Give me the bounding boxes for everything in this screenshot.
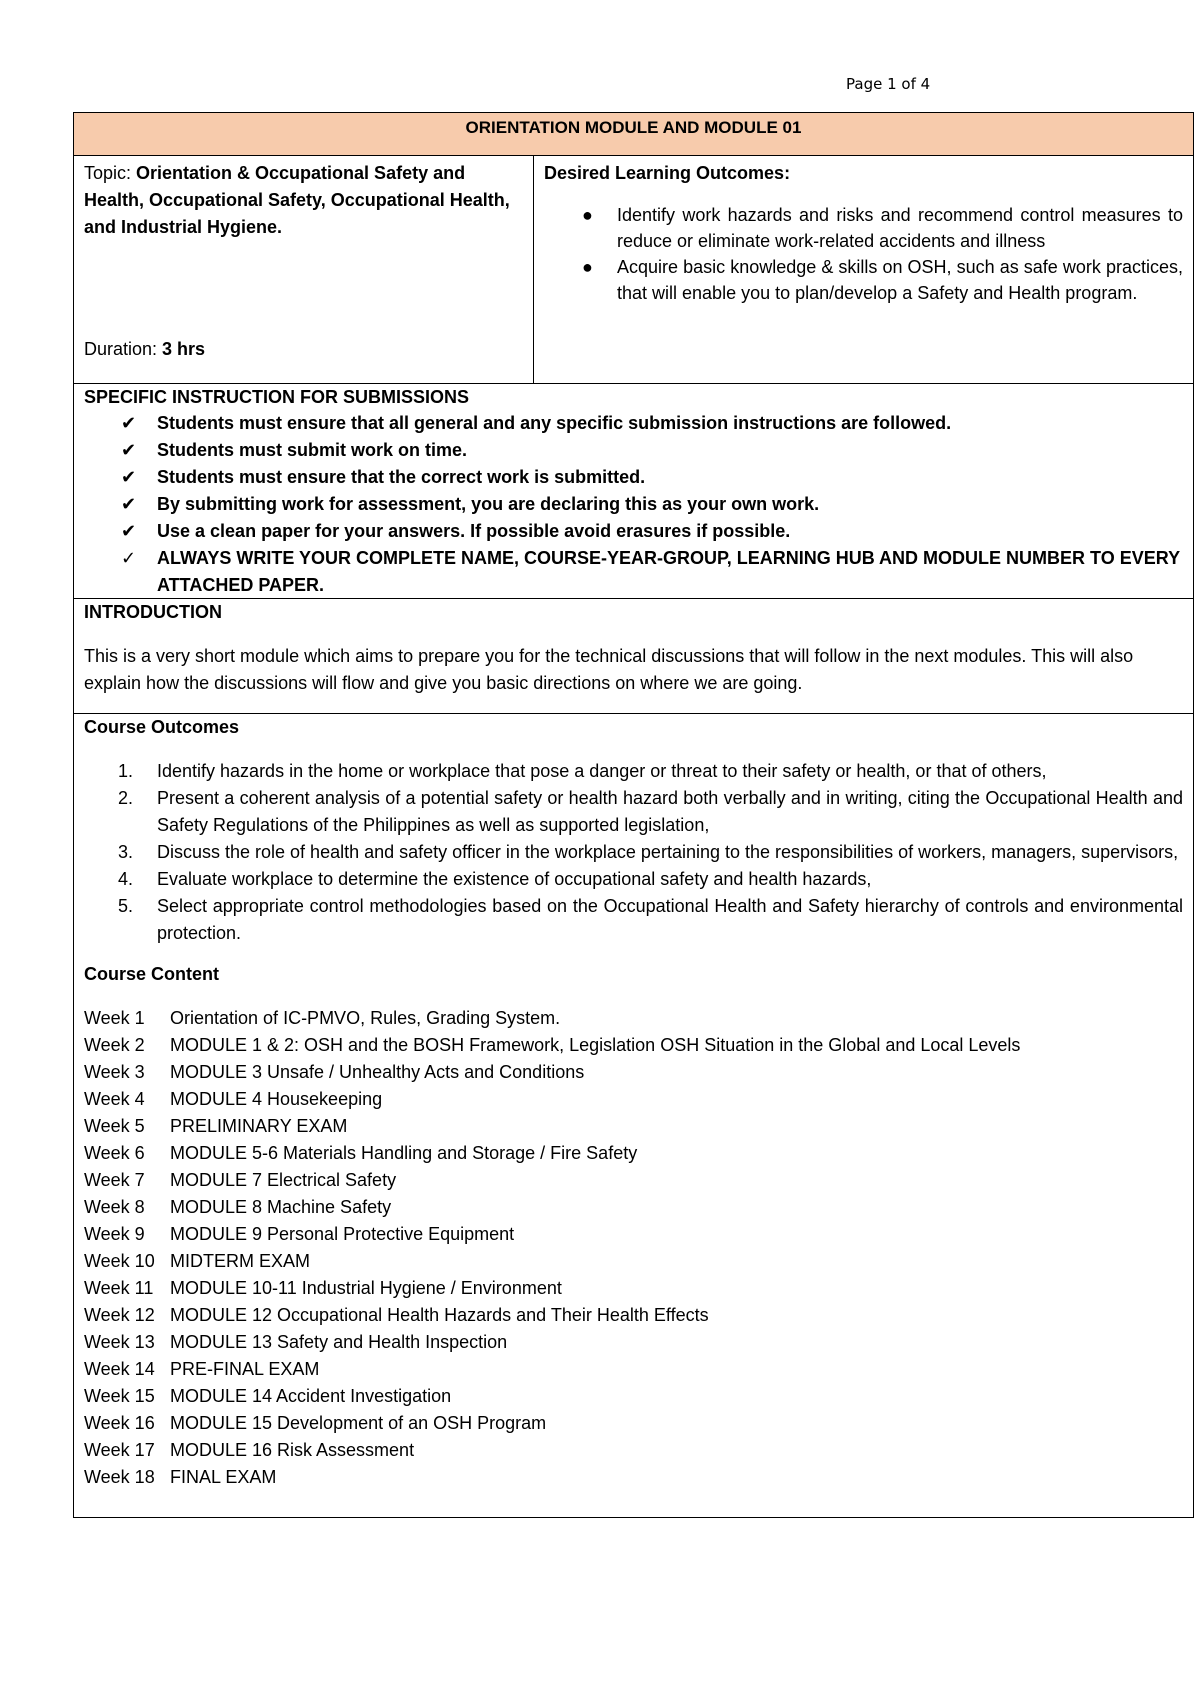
page-number: Page 1 of 4 [846, 75, 931, 93]
checkmark-icon: ✔ [121, 467, 137, 487]
topic-outcomes-row [74, 156, 1193, 384]
week-row [84, 1410, 1183, 1437]
week-row [84, 1356, 1183, 1383]
week-label: Week 7 [84, 1170, 145, 1190]
list-item [544, 202, 1183, 254]
week-label: Week 11 [84, 1278, 154, 1298]
week-topic: MODULE 3 Unsafe / Unhealthy Acts and Conditions [170, 1062, 585, 1082]
outcome-text: Acquire basic knowledge & skills on OSH, such as safe work practices, that will enable you to plan/develop a Safety and Health program. [617, 257, 1183, 303]
week-row [84, 1086, 1183, 1113]
module-document [73, 112, 1194, 1518]
week-topic: MODULE 10-11 Industrial Hygiene / Environment [170, 1278, 562, 1298]
topic-text: Orientation & Occupational Safety and Health, Occupational Safety, Occupational Health, and Industrial Hygiene. [84, 163, 510, 237]
outcome-text: Discuss the role of health and safety officer in the workplace pertaining to the responsibilities of workers, managers, supervisors, [157, 842, 1179, 862]
outcome-text: Present a coherent analysis of a potential safety or health hazard both verbally and in writing, citing the Occupational Health and Safety Regulations of the Philippines as well as supported legislation, [157, 788, 1183, 835]
week-row [84, 1437, 1183, 1464]
week-topic: MODULE 5-6 Materials Handling and Storage / Fire Safety [170, 1143, 638, 1163]
week-topic: MODULE 8 Machine Safety [170, 1197, 392, 1217]
week-label: Week 2 [84, 1035, 145, 1055]
week-label: Week 4 [84, 1089, 145, 1109]
week-row [84, 1005, 1183, 1032]
outcome-text: Select appropriate control methodologies based on the Occupational Health and Safety hierarchy of controls and environmental protection. [157, 896, 1183, 943]
week-topic: Orientation of IC-PMVO, Rules, Grading System. [170, 1008, 561, 1028]
week-label: Week 12 [84, 1305, 155, 1325]
list-item [84, 839, 1183, 866]
week-row [84, 1248, 1183, 1275]
checkmark-icon: ✔ [121, 521, 137, 541]
week-label: Week 8 [84, 1197, 145, 1217]
week-label: Week 17 [84, 1440, 155, 1460]
topic-cell [74, 156, 534, 383]
list-item [84, 437, 1183, 464]
week-label: Week 5 [84, 1116, 145, 1136]
list-item [84, 866, 1183, 893]
week-topic: MODULE 14 Accident Investigation [170, 1386, 452, 1406]
week-topic: PRELIMINARY EXAM [170, 1116, 348, 1136]
introduction-section [74, 599, 1193, 714]
week-row [84, 1302, 1183, 1329]
week-label: Week 18 [84, 1467, 155, 1487]
duration-value: 3 hrs [162, 339, 206, 359]
week-topic: MODULE 7 Electrical Safety [170, 1170, 397, 1190]
week-topic: MODULE 4 Housekeeping [170, 1089, 383, 1109]
course-content-list [84, 1005, 1183, 1491]
week-topic: MIDTERM EXAM [170, 1251, 311, 1271]
desired-outcomes-list [544, 202, 1183, 306]
list-item [84, 410, 1183, 437]
week-topic: MODULE 15 Development of an OSH Program [170, 1413, 547, 1433]
week-label: Week 9 [84, 1224, 145, 1244]
course-content-title: Course Content [84, 964, 219, 984]
instruction-text: Use a clean paper for your answers. If possible avoid erasures if possible. [157, 521, 791, 541]
checkmark-icon: ✔ [121, 413, 137, 433]
introduction-title: INTRODUCTION [84, 602, 222, 622]
week-row [84, 1464, 1183, 1491]
week-row [84, 1329, 1183, 1356]
list-item [84, 785, 1183, 839]
week-label: Week 6 [84, 1143, 145, 1163]
list-item [84, 464, 1183, 491]
week-row [84, 1167, 1183, 1194]
week-topic: MODULE 9 Personal Protective Equipment [170, 1224, 515, 1244]
duration [84, 336, 205, 363]
instructions-list [84, 410, 1183, 599]
item-number: 4. [118, 869, 134, 889]
checkmark-icon: ✓ [121, 548, 137, 568]
desired-outcomes-cell [534, 156, 1193, 383]
week-topic: MODULE 1 & 2: OSH and the BOSH Framework, Legislation OSH Situation in the Global and Local Levels [170, 1035, 1021, 1055]
week-label: Week 16 [84, 1413, 155, 1433]
instruction-text: ALWAYS WRITE YOUR COMPLETE NAME, COURSE-YEAR-GROUP, LEARNING HUB AND MODULE NUMBER TO EVERY ATTACHED PAPER. [157, 548, 1180, 595]
list-item [84, 518, 1183, 545]
week-topic: MODULE 13 Safety and Health Inspection [170, 1332, 508, 1352]
duration-label: Duration: [84, 339, 163, 359]
item-number: 3. [118, 842, 134, 862]
week-topic: MODULE 16 Risk Assessment [170, 1440, 415, 1460]
instruction-text: Students must ensure that the correct work is submitted. [157, 467, 646, 487]
week-row [84, 1194, 1183, 1221]
week-row [84, 1032, 1183, 1059]
week-label: Week 10 [84, 1251, 155, 1271]
instruction-text: Students must submit work on time. [157, 440, 468, 460]
checkmark-icon: ✔ [121, 494, 137, 514]
week-row [84, 1383, 1183, 1410]
week-label: Week 13 [84, 1332, 155, 1352]
week-row [84, 1113, 1183, 1140]
week-row [84, 1140, 1183, 1167]
course-section [74, 714, 1193, 1517]
topic-label: Topic: [84, 163, 137, 183]
week-topic: FINAL EXAM [170, 1467, 277, 1487]
list-item [84, 893, 1183, 947]
outcome-text: Identify hazards in the home or workplace that pose a danger or threat to their safety or health, or that of others, [157, 761, 1047, 781]
course-outcomes-list [84, 758, 1183, 947]
week-row [84, 1059, 1183, 1086]
list-item [84, 758, 1183, 785]
outcome-text: Evaluate workplace to determine the existence of occupational safety and health hazards, [157, 869, 872, 889]
item-number: 2. [118, 788, 134, 808]
instruction-text: By submitting work for assessment, you are declaring this as your own work. [157, 494, 820, 514]
instructions-section [74, 384, 1193, 599]
week-row [84, 1221, 1183, 1248]
week-label: Week 15 [84, 1386, 155, 1406]
bullet-icon: ● [582, 257, 593, 277]
introduction-text: This is a very short module which aims to prepare you for the technical discussions that will follow in the next modules. This will also explain how the discussions will flow and give you basic directions on where we are going. [84, 646, 1134, 693]
week-topic: MODULE 12 Occupational Health Hazards and Their Health Effects [170, 1305, 709, 1325]
week-label: Week 3 [84, 1062, 145, 1082]
instructions-title: SPECIFIC INSTRUCTION FOR SUBMISSIONS [84, 387, 470, 407]
bullet-icon: ● [582, 205, 593, 225]
list-item [84, 491, 1183, 518]
desired-outcomes-title: Desired Learning Outcomes: [544, 163, 791, 183]
list-item [544, 254, 1183, 306]
week-label: Week 1 [84, 1008, 145, 1028]
module-title: ORIENTATION MODULE AND MODULE 01 [74, 113, 1193, 156]
checkmark-icon: ✔ [121, 440, 137, 460]
list-item [84, 545, 1183, 599]
week-label: Week 14 [84, 1359, 155, 1379]
instruction-text: Students must ensure that all general and any specific submission instructions are followed. [157, 413, 952, 433]
week-topic: PRE-FINAL EXAM [170, 1359, 320, 1379]
item-number: 1. [118, 761, 134, 781]
course-outcomes-title: Course Outcomes [84, 717, 240, 737]
week-row [84, 1275, 1183, 1302]
outcome-text: Identify work hazards and risks and recommend control measures to reduce or eliminate work-related accidents and illness [617, 205, 1183, 251]
item-number: 5. [118, 896, 134, 916]
